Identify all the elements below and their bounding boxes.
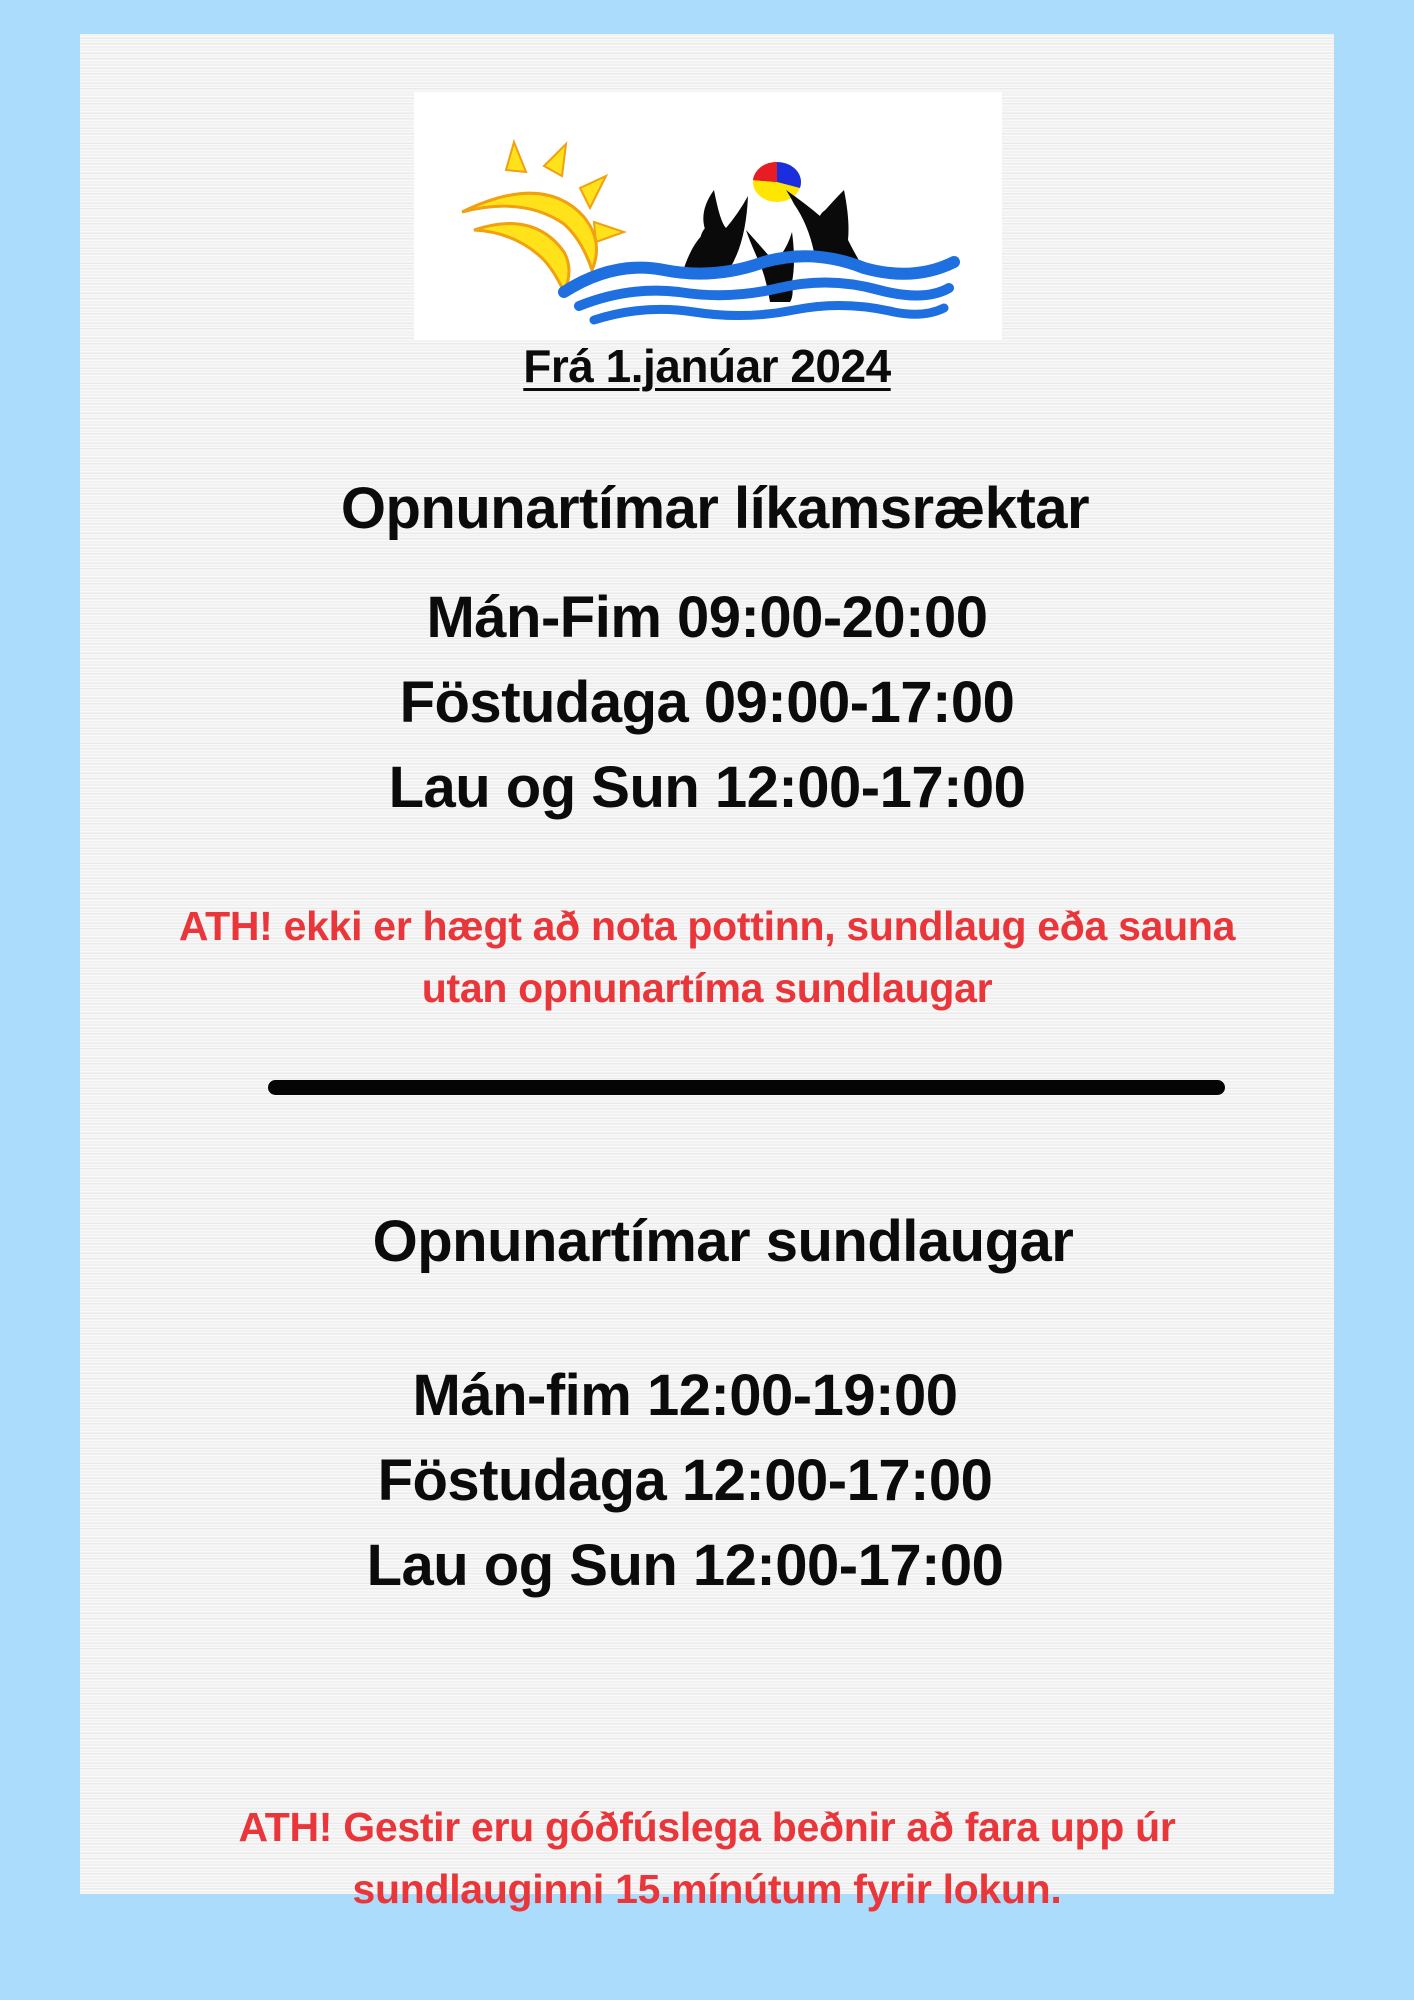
- effective-date-title: [80, 339, 1334, 394]
- gym-hours-weekdays: Mán-Fim 09:00-20:00: [426, 585, 988, 650]
- gym-notice-line-1: ATH! ekki er hægt að nota pottinn, sundlaug eða sauna: [178, 903, 1236, 949]
- pool-notice: [80, 1796, 1334, 1920]
- effective-date-text: Frá 1.janúar 2024: [523, 340, 891, 392]
- gym-hours-list: [80, 575, 1334, 830]
- poster-panel: [80, 34, 1334, 1912]
- pool-hours-heading: Opnunartímar sundlaugar: [372, 1209, 1074, 1274]
- swimming-pool-logo-icon: [414, 92, 1002, 340]
- gym-notice-line-2: utan opnunartíma sundlaugar: [421, 965, 993, 1011]
- gym-hours-heading: Opnunartímar líkamsræktar: [340, 476, 1090, 541]
- pool-notice-line-1: ATH! Gestir eru góðfúslega beðnir að fara upp úr: [238, 1804, 1176, 1850]
- section-divider: [268, 1080, 1225, 1095]
- pool-hours-weekdays: Mán-fim 12:00-19:00: [412, 1363, 958, 1428]
- pool-notice-line-2: sundlauginni 15.mínútum fyrir lokun.: [352, 1866, 1062, 1912]
- pool-hours-friday: Föstudaga 12:00-17:00: [377, 1448, 993, 1513]
- logo: [414, 92, 1002, 340]
- pool-hours-list: [58, 1353, 1312, 1608]
- pool-hours-weekend: Lau og Sun 12:00-17:00: [366, 1533, 1004, 1598]
- waves-icon: [564, 256, 954, 320]
- gym-notice: [90, 895, 1324, 1019]
- gym-hours-friday: Föstudaga 09:00-17:00: [399, 670, 1015, 735]
- gym-hours-weekend: Lau og Sun 12:00-17:00: [388, 755, 1026, 820]
